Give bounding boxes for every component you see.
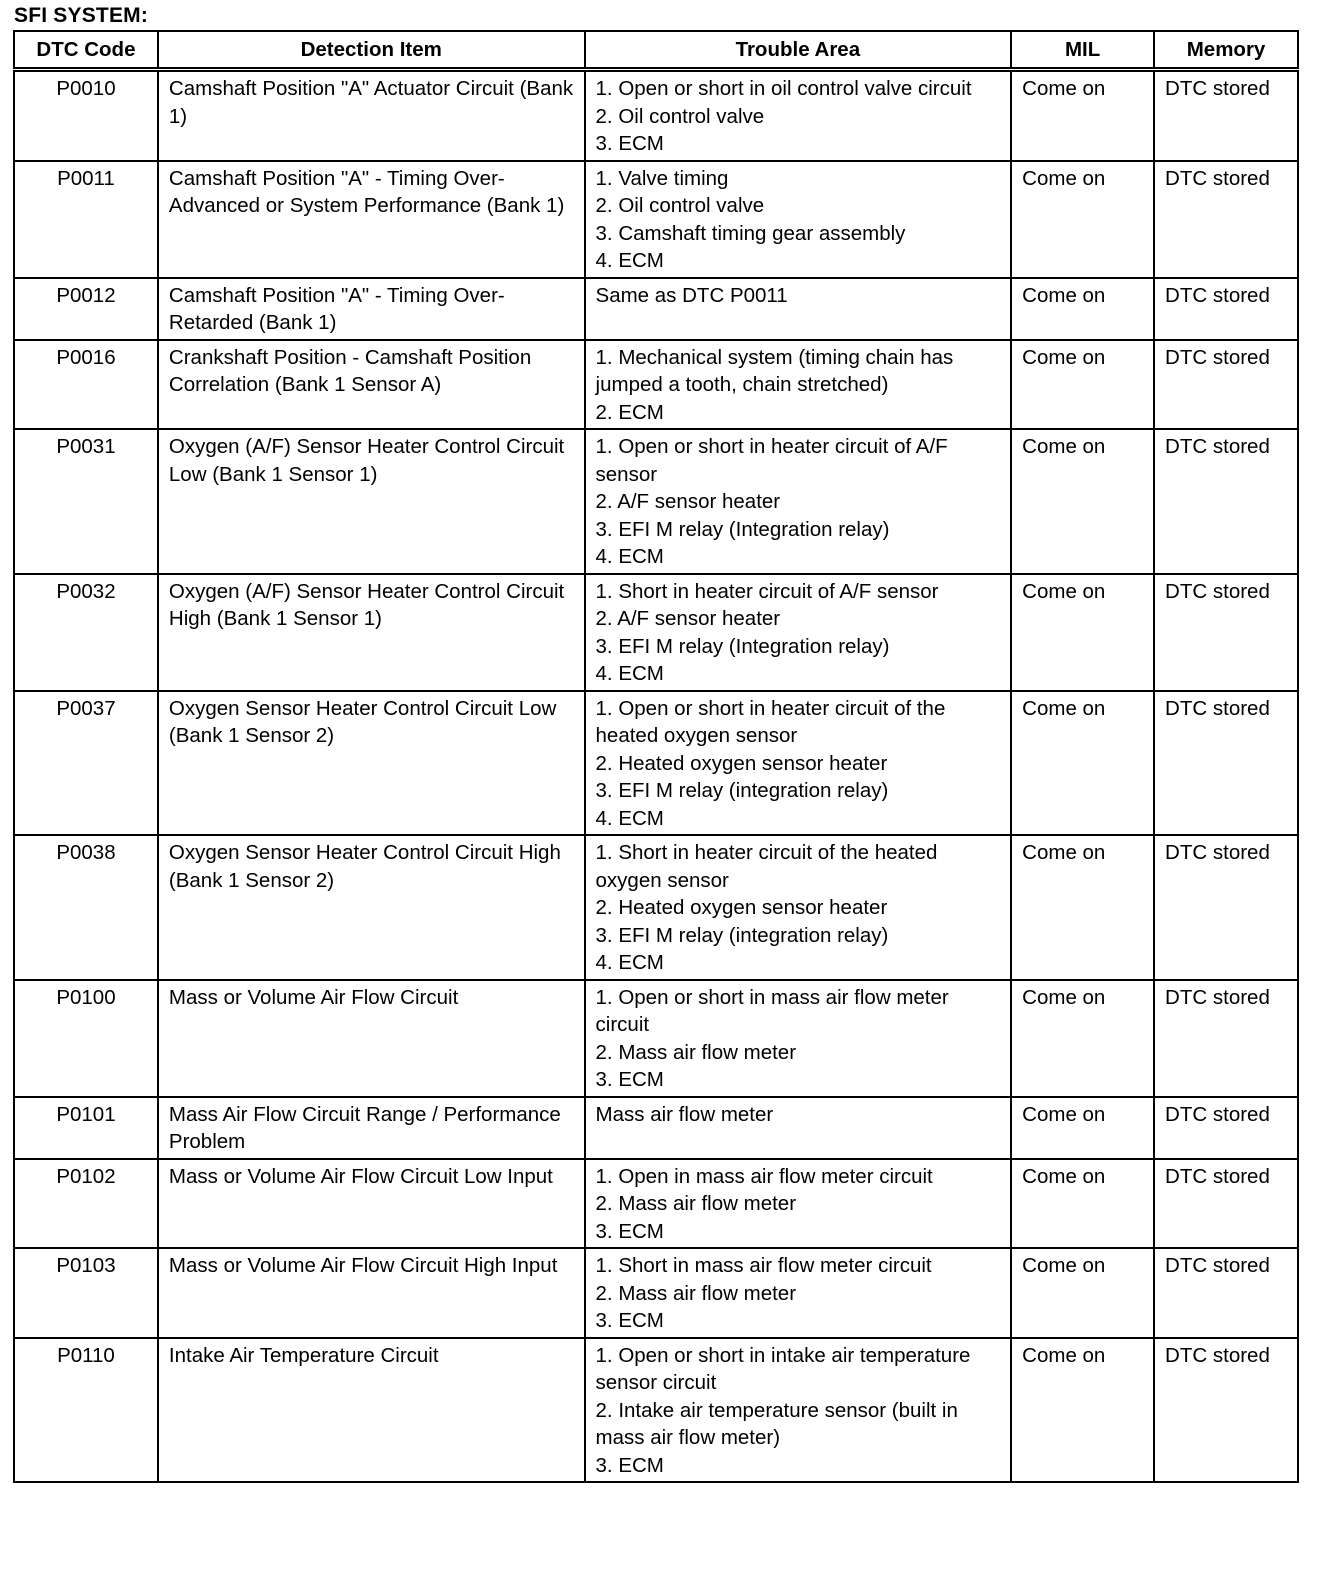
detection-item-cell: Mass or Volume Air Flow Circuit Low Input (158, 1159, 585, 1249)
memory-cell: DTC stored (1154, 574, 1298, 691)
detection-item-cell: Oxygen (A/F) Sensor Heater Control Circuit High (Bank 1 Sensor 1) (158, 574, 585, 691)
table-row (14, 574, 1298, 691)
table-row (14, 161, 1298, 278)
memory-cell: DTC stored (1154, 1097, 1298, 1159)
trouble-area-line: 2. Oil control valve (595, 194, 765, 217)
detection-item-cell: Camshaft Position "A" - Timing Over-Retarded (Bank 1) (158, 278, 585, 340)
memory-cell: DTC stored (1154, 429, 1298, 574)
trouble-area-cell (585, 1248, 1012, 1338)
trouble-area-line: 3. ECM (595, 1219, 664, 1243)
dtc-code-cell: P0031 (14, 429, 158, 574)
trouble-area-cell (585, 278, 1012, 340)
trouble-area-cell (585, 1159, 1012, 1249)
dtc-code-cell: P0012 (14, 278, 158, 340)
memory-cell: DTC stored (1154, 278, 1298, 340)
trouble-area-cell (585, 161, 1012, 278)
header-memory: Memory (1154, 31, 1298, 70)
detection-item-cell: Oxygen Sensor Heater Control Circuit Low (Bank 1 Sensor 2) (158, 691, 585, 836)
mil-cell: Come on (1011, 574, 1154, 691)
trouble-area-line: Same as DTC P0011 (595, 283, 788, 307)
header-dtc-code: DTC Code (14, 31, 158, 70)
trouble-area-line: 3. EFI M relay (Integration relay) (595, 517, 890, 541)
table-row (14, 1338, 1298, 1483)
mil-cell: Come on (1011, 980, 1154, 1097)
trouble-area-line: 3. EFI M relay (Integration relay) (595, 634, 890, 658)
trouble-area-line: 2. Mass air flow meter (595, 1192, 797, 1215)
table-row (14, 1159, 1298, 1249)
table-row (14, 278, 1298, 340)
mil-cell: Come on (1011, 429, 1154, 574)
trouble-area-line: 4. ECM (595, 951, 664, 974)
mil-cell: Come on (1011, 161, 1154, 278)
trouble-area-line: 4. ECM (595, 249, 664, 272)
trouble-area-line: 2. Mass air flow meter (595, 1281, 797, 1305)
trouble-area-line: 1. Open or short in oil control valve circuit (595, 77, 972, 100)
trouble-area-line: 3. ECM (595, 1309, 664, 1332)
dtc-code-cell: P0102 (14, 1159, 158, 1249)
trouble-area-cell (585, 340, 1012, 430)
trouble-area-line: 4. ECM (595, 806, 664, 830)
memory-cell: DTC stored (1154, 161, 1298, 278)
memory-cell: DTC stored (1154, 691, 1298, 836)
dtc-code-cell: P0037 (14, 691, 158, 836)
memory-cell: DTC stored (1154, 1338, 1298, 1483)
trouble-area-cell (585, 980, 1012, 1097)
dtc-code-cell: P0010 (14, 70, 158, 161)
trouble-area-line: 4. ECM (595, 662, 664, 685)
trouble-area-cell (585, 835, 1012, 980)
mil-cell: Come on (1011, 70, 1154, 161)
trouble-area-line: 4. ECM (595, 545, 664, 568)
trouble-area-cell (585, 691, 1012, 836)
trouble-area-line: 2. A/F sensor heater (595, 607, 781, 630)
dtc-code-cell: P0038 (14, 835, 158, 980)
trouble-area-line: 2. Heated oxygen sensor heater (595, 896, 888, 919)
dtc-code-cell: P0103 (14, 1248, 158, 1338)
trouble-area-line: 2. Oil control valve (595, 104, 765, 128)
trouble-area-line: 1. Short in heater circuit of A/F sensor (595, 579, 939, 603)
dtc-code-cell: P0101 (14, 1097, 158, 1159)
trouble-area-line: 1. Open or short in heater circuit of A/F sensor (595, 435, 948, 486)
detection-item-cell: Intake Air Temperature Circuit (158, 1338, 585, 1483)
table-row (14, 340, 1298, 430)
dtc-code-cell: P0016 (14, 340, 158, 430)
detection-item-cell: Mass or Volume Air Flow Circuit (158, 980, 585, 1097)
trouble-area-line: 2. ECM (595, 400, 664, 424)
trouble-area-line: 3. ECM (595, 1068, 664, 1091)
detection-item-cell: Camshaft Position "A" Actuator Circuit (Bank 1) (158, 70, 585, 161)
table-row (14, 1248, 1298, 1338)
table-row (14, 980, 1298, 1097)
memory-cell: DTC stored (1154, 70, 1298, 161)
table-header-row (14, 31, 1298, 70)
table-row (14, 70, 1298, 161)
trouble-area-line: 2. Mass air flow meter (595, 1040, 797, 1064)
dtc-code-cell: P0110 (14, 1338, 158, 1483)
mil-cell: Come on (1011, 1248, 1154, 1338)
trouble-area-line: Mass air flow meter (595, 1102, 774, 1126)
mil-cell: Come on (1011, 691, 1154, 836)
dtc-code-cell: P0032 (14, 574, 158, 691)
detection-item-cell: Oxygen (A/F) Sensor Heater Control Circuit Low (Bank 1 Sensor 1) (158, 429, 585, 574)
mil-cell: Come on (1011, 1338, 1154, 1483)
detection-item-cell: Mass Air Flow Circuit Range / Performance Problem (158, 1097, 585, 1159)
table-body (14, 70, 1298, 1483)
trouble-area-line: 1. Open or short in intake air temperature sensor circuit (595, 1343, 971, 1394)
trouble-area-line: 2. Intake air temperature sensor (built in mass air flow meter) (595, 1398, 958, 1449)
detection-item-cell: Oxygen Sensor Heater Control Circuit High (Bank 1 Sensor 2) (158, 835, 585, 980)
table-row (14, 691, 1298, 836)
trouble-area-line: 1. Short in heater circuit of the heated oxygen sensor (595, 841, 938, 892)
header-mil: MIL (1011, 31, 1154, 70)
dtc-code-cell: P0100 (14, 980, 158, 1097)
trouble-area-line: 1. Short in mass air flow meter circuit (595, 1254, 932, 1277)
mil-cell: Come on (1011, 1159, 1154, 1249)
trouble-area-line: 1. Open or short in heater circuit of the heated oxygen sensor (595, 696, 946, 747)
memory-cell: DTC stored (1154, 835, 1298, 980)
trouble-area-line: 2. A/F sensor heater (595, 490, 781, 513)
trouble-area-cell (585, 1338, 1012, 1483)
trouble-area-line: 3. EFI M relay (integration relay) (595, 779, 889, 802)
dtc-code-cell: P0011 (14, 161, 158, 278)
detection-item-cell: Mass or Volume Air Flow Circuit High Input (158, 1248, 585, 1338)
trouble-area-cell (585, 1097, 1012, 1159)
trouble-area-line: 1. Mechanical system (timing chain has jumped a tooth, chain stretched) (595, 345, 954, 396)
memory-cell: DTC stored (1154, 1159, 1298, 1249)
memory-cell: DTC stored (1154, 1248, 1298, 1338)
trouble-area-line: 2. Heated oxygen sensor heater (595, 751, 888, 775)
trouble-area-cell (585, 574, 1012, 691)
memory-cell: DTC stored (1154, 340, 1298, 430)
detection-item-cell: Crankshaft Position - Camshaft Position Correlation (Bank 1 Sensor A) (158, 340, 585, 430)
trouble-area-line: 3. ECM (595, 1453, 664, 1477)
trouble-area-line: 3. ECM (595, 132, 664, 155)
memory-cell: DTC stored (1154, 980, 1298, 1097)
mil-cell: Come on (1011, 835, 1154, 980)
detection-item-cell: Camshaft Position "A" - Timing Over-Advanced or System Performance (Bank 1) (158, 161, 585, 278)
trouble-area-cell (585, 429, 1012, 574)
section-title: SFI SYSTEM: (14, 4, 149, 27)
trouble-area-line: 1. Open or short in mass air flow meter circuit (595, 985, 949, 1036)
trouble-area-line: 1. Open in mass air flow meter circuit (595, 1164, 933, 1188)
dtc-table (13, 30, 1299, 1483)
trouble-area-line: 1. Valve timing (595, 166, 729, 190)
trouble-area-cell (585, 70, 1012, 161)
header-trouble-area: Trouble Area (585, 31, 1012, 70)
mil-cell: Come on (1011, 1097, 1154, 1159)
table-row (14, 429, 1298, 574)
mil-cell: Come on (1011, 278, 1154, 340)
table-row (14, 1097, 1298, 1159)
trouble-area-line: 3. EFI M relay (integration relay) (595, 923, 889, 947)
mil-cell: Come on (1011, 340, 1154, 430)
table-row (14, 835, 1298, 980)
header-detection-item: Detection Item (158, 31, 585, 70)
trouble-area-line: 3. Camshaft timing gear assembly (595, 221, 906, 245)
